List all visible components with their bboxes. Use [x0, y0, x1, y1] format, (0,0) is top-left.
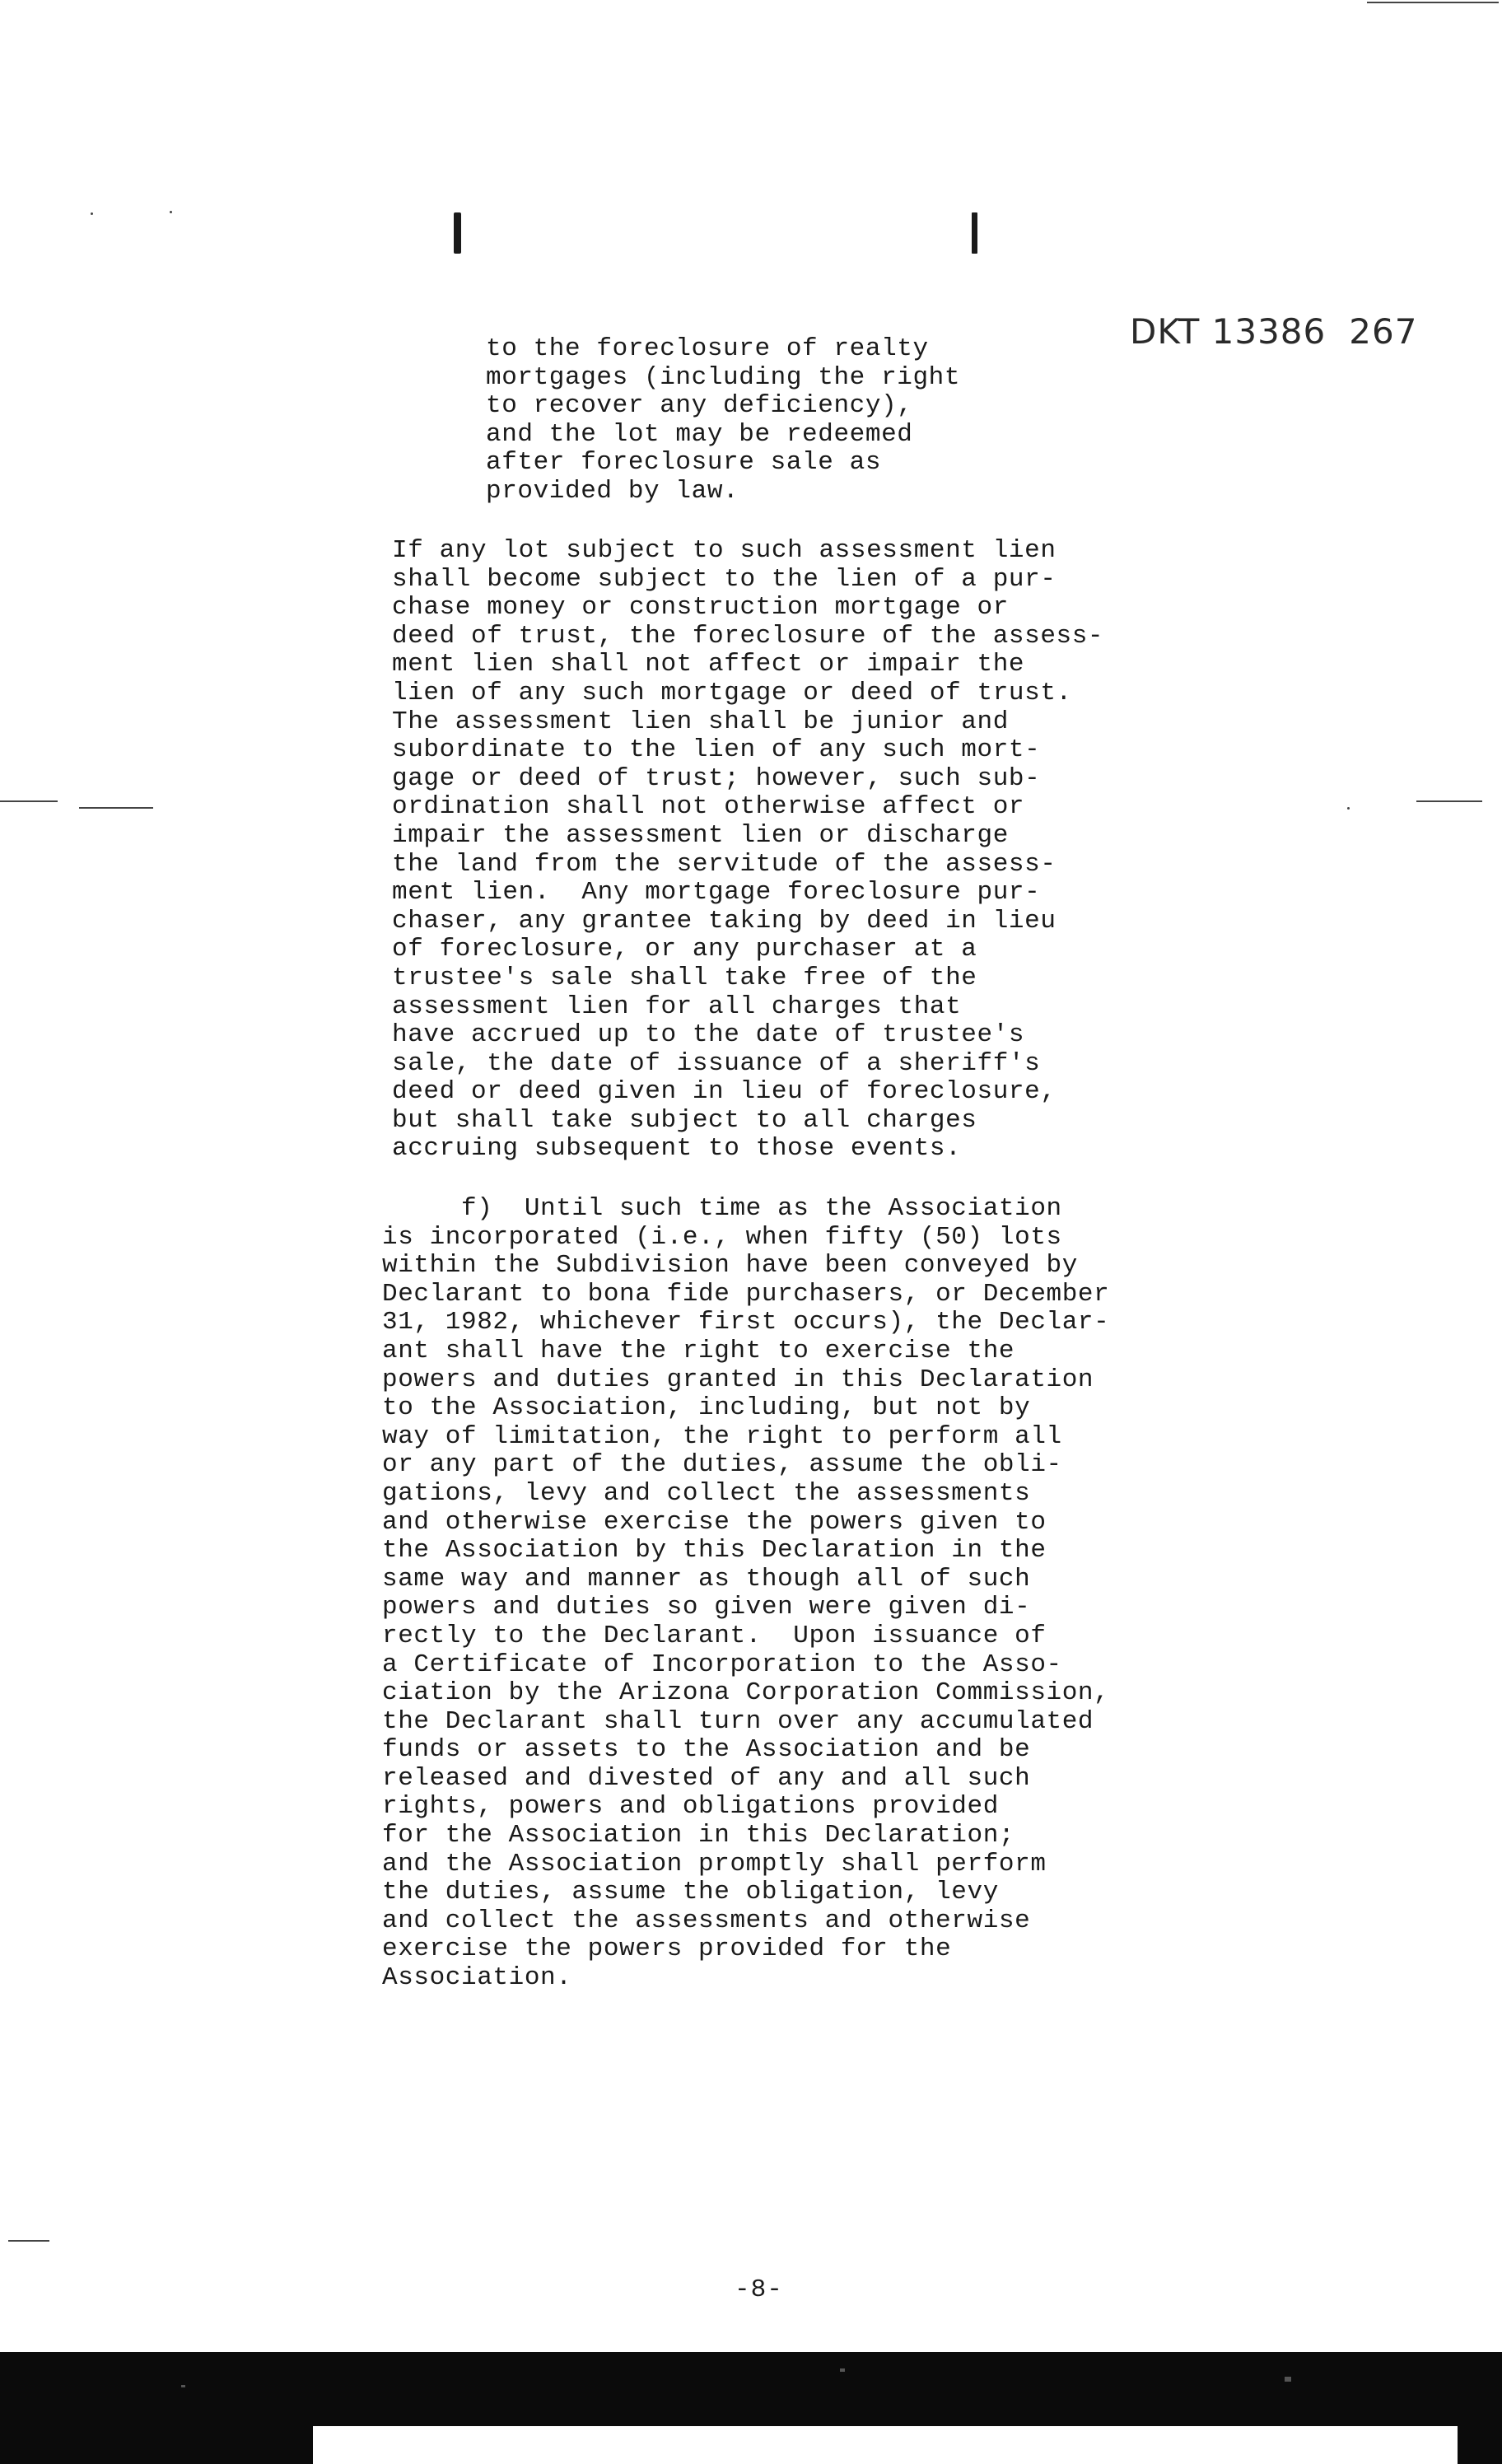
text-line: deed or deed given in lieu of foreclosure, — [392, 1077, 1057, 1107]
text-line: gations, levy and collect the assessments — [382, 1478, 1031, 1508]
text-line: funds or assets to the Association and be — [382, 1735, 1031, 1765]
scan-dot — [1347, 807, 1350, 810]
binding-mark-left — [454, 212, 461, 254]
scan-artifact-right — [1416, 800, 1482, 802]
text-line: but shall take subject to all charges — [392, 1105, 977, 1135]
text-line: exercise the powers provided for the — [382, 1934, 952, 1964]
text-line: the land from the servitude of the assess- — [392, 849, 1057, 879]
scan-edge-gap — [313, 2426, 1458, 2464]
text-line: ment lien shall not affect or impair the — [392, 650, 1025, 679]
text-line: to recover any deficiency), — [486, 391, 913, 421]
text-line: chaser, any grantee taking by deed in lieu — [392, 906, 1057, 936]
text-line: lien of any such mortgage or deed of trust. — [392, 678, 1072, 707]
text-line: The assessment lien shall be junior and — [392, 707, 1009, 736]
scan-dot — [170, 211, 172, 213]
scan-artifact-left — [0, 800, 58, 802]
text-line: the duties, assume the obligation, levy — [382, 1878, 999, 1907]
scan-speck — [1285, 2377, 1291, 2382]
text-line: mortgages (including the right — [486, 362, 961, 392]
scan-artifact-bottom-left — [8, 2240, 49, 2242]
text-line: ant shall have the right to exercise the — [382, 1336, 1015, 1365]
page-number: -8- — [735, 2275, 783, 2304]
text-line: ment lien. Any mortgage foreclosure pur- — [392, 878, 1041, 908]
text-line: released and divested of any and all such — [382, 1763, 1031, 1793]
text-line: the Declarant shall turn over any accumulated — [382, 1706, 1094, 1736]
text-line: ordination shall not otherwise affect or — [392, 792, 1025, 822]
text-line: gage or deed of trust; however, such sub- — [392, 763, 1041, 793]
binding-mark-right — [972, 212, 977, 254]
text-line: If any lot subject to such assessment lien — [392, 536, 1057, 565]
text-line: Association. — [382, 1963, 572, 1993]
text-line: a Certificate of Incorporation to the Asso- — [382, 1650, 1062, 1679]
text-line: 31, 1982, whichever first occurs), the Declar- — [382, 1308, 1110, 1337]
text-line: Declarant to bona fide purchasers, or December — [382, 1279, 1110, 1309]
recording-stamp — [1130, 311, 1417, 352]
text-line: deed of trust, the foreclosure of the assess- — [392, 621, 1104, 651]
scan-artifact-top — [1367, 2, 1499, 3]
text-line: same way and manner as though all of such — [382, 1564, 1031, 1594]
text-line: for the Association in this Declaration; — [382, 1821, 1015, 1850]
text-line: accruing subsequent to those events. — [392, 1134, 962, 1164]
text-line: ciation by the Arizona Corporation Commission, — [382, 1678, 1110, 1708]
text-line: within the Subdivision have been conveyed by — [382, 1251, 1078, 1281]
text-line: to the foreclosure of realty — [486, 334, 929, 363]
text-line: the Association by this Declaration in the — [382, 1536, 1047, 1566]
text-line: and the Association promptly shall perform — [382, 1849, 1047, 1878]
mortgage-subordination-paragraph — [392, 537, 1103, 1164]
text-line: provided by law. — [486, 476, 739, 506]
text-line: rectly to the Declarant. Upon issuance of — [382, 1621, 1047, 1650]
scan-speck — [840, 2368, 845, 2372]
text-line: or any part of the duties, assume the obli- — [382, 1450, 1062, 1480]
scan-speck — [181, 2385, 185, 2387]
text-line: impair the assessment lien or discharge — [392, 820, 1009, 850]
text-line: and the lot may be redeemed — [486, 419, 913, 449]
docket-number: DKT 13386 — [1130, 311, 1327, 352]
scan-dot — [91, 212, 93, 215]
text-line: have accrued up to the date of trustee's — [392, 1020, 1025, 1050]
text-line: rights, powers and obligations provided — [382, 1792, 999, 1822]
text-line: of foreclosure, or any purchaser at a — [392, 935, 977, 964]
text-line: subordinate to the lien of any such mort- — [392, 735, 1041, 765]
continuation-paragraph — [486, 335, 960, 506]
scan-artifact-left-2 — [79, 807, 153, 809]
text-line: assessment lien for all charges that — [392, 992, 962, 1021]
scan-edge-bar — [0, 2352, 1502, 2464]
text-line: after foreclosure sale as — [486, 448, 882, 478]
text-line: way of limitation, the right to perform all — [382, 1421, 1062, 1451]
text-line: shall become subject to the lien of a pur- — [392, 564, 1057, 594]
text-line: chase money or construction mortgage or — [392, 593, 1009, 623]
text-line: is incorporated (i.e., when fifty (50) lots — [382, 1222, 1062, 1252]
text-line: and otherwise exercise the powers given to — [382, 1507, 1047, 1537]
stamp-page-number: 267 — [1349, 311, 1418, 352]
text-line: trustee's sale shall take free of the — [392, 963, 977, 992]
text-line: f) Until such time as the Association — [382, 1194, 1062, 1223]
text-line: powers and duties so given were given di- — [382, 1593, 1031, 1622]
text-line: and collect the assessments and otherwise — [382, 1906, 1031, 1935]
section-f-paragraph — [382, 1195, 1109, 1993]
text-line: powers and duties granted in this Declaration — [382, 1365, 1094, 1394]
text-line: to the Association, including, but not by — [382, 1393, 1031, 1423]
text-line: sale, the date of issuance of a sheriff's — [392, 1048, 1041, 1078]
